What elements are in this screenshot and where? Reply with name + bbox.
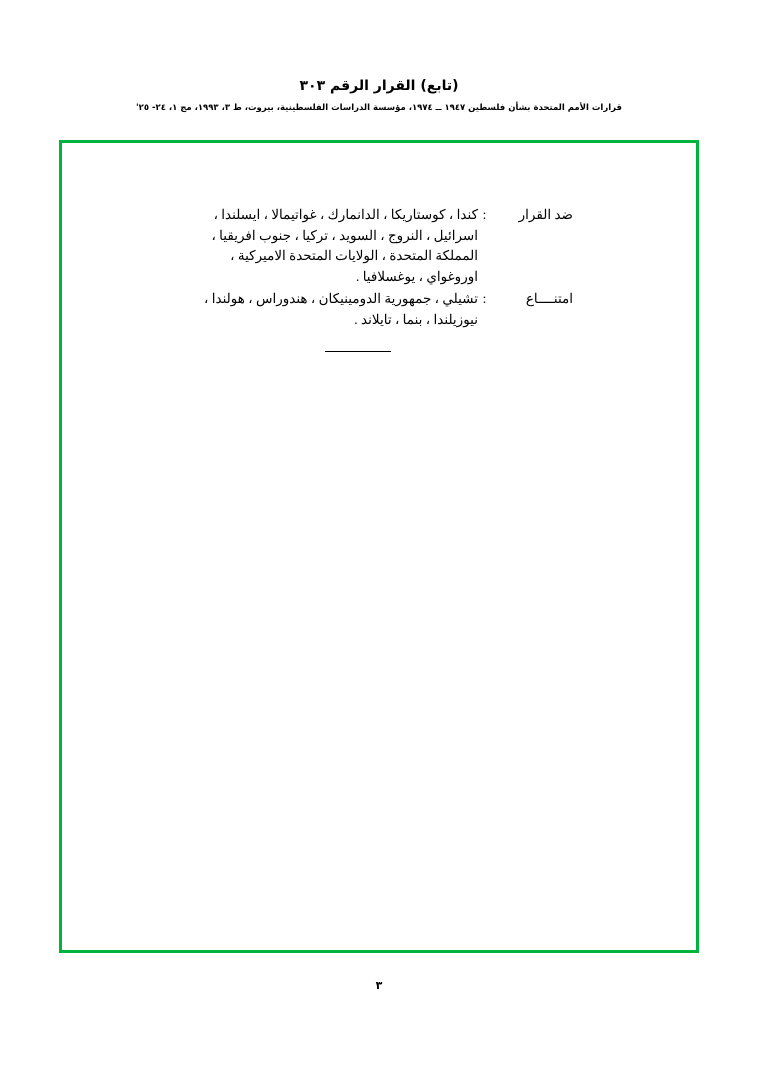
vote-record-list (183, 205, 573, 357)
vote-entry-colon: : (482, 291, 487, 306)
country-line: نيوزيلندا ، بنما ، تايلاند . (354, 311, 478, 327)
vote-entry-countries (183, 205, 478, 287)
divider-rule (325, 351, 391, 352)
section-divider (183, 339, 573, 357)
page-footer (0, 979, 758, 992)
vote-entry-label: امتنــــاع (525, 291, 573, 306)
vote-entry-against (183, 205, 573, 287)
page-header (0, 78, 758, 113)
vote-entry-abstain (183, 289, 573, 330)
page-title: (تابع) القرار الرقم ٣٠٣ (299, 78, 459, 94)
vote-entry-colon: : (482, 207, 487, 222)
page-source-citation: قرارات الأمم المتحدة بشأن فلسطين ١٩٤٧ ــ ١٩٧٤، مؤسسة الدراسات الفلسطينية، بيروت، ط ٣، ١٩٩٣، مج ١، ٢٤- ٢٥' (136, 103, 622, 113)
page-number: ٣ (375, 979, 383, 992)
vote-entry-label: ضد القرار (518, 207, 573, 222)
country-line: اسرائيل ، النروج ، السويد ، تركيا ، جنوب افريقيا ، (211, 227, 478, 243)
vote-entry-countries (183, 289, 478, 330)
country-line: المملكة المتحدة ، الولايات المتحدة الاميركية ، (230, 248, 478, 263)
green-border-frame (59, 140, 699, 953)
country-line: اوروغواي ، يوغسلافيا . (355, 268, 478, 284)
country-line: تشيلي ، جمهورية الدومينيكان ، هندوراس ، هولندا ، (204, 291, 478, 306)
country-line: كندا ، كوستاريكا ، الدانمارك ، غواتيمالا ، ايسلندا ، (213, 207, 478, 222)
